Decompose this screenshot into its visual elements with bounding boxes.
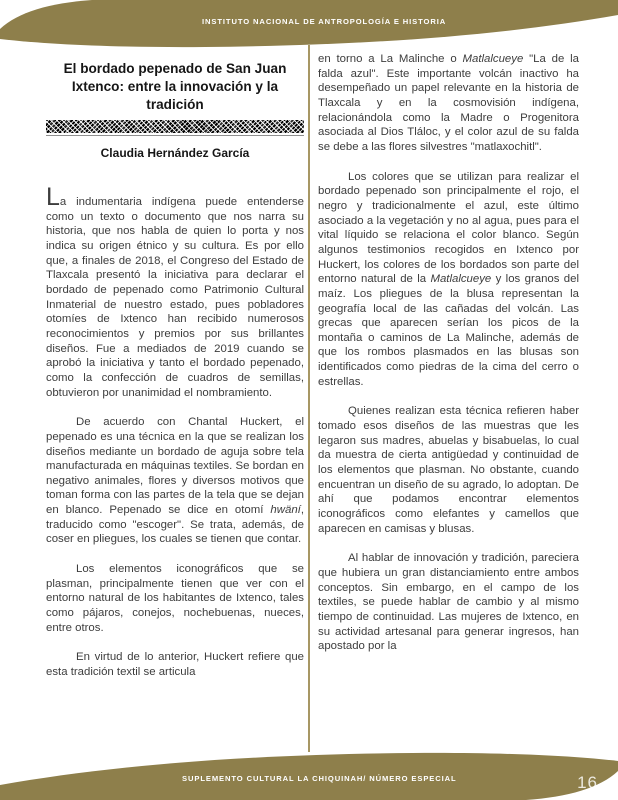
paragraph: en torno a La Malinche o Matlalcueye "La de la falda azul". Este importante volcán inactivo ha desempeñado un papel relevante en la historia de Tlaxcala y en la cosmovisión indígena, relacionándola como la Madre o Progenitora asociada al Dios Tláloc, y el color azul de su falda se debe a las flores silvestres "matlaxochitl".	[318, 53, 579, 153]
embroidery-decoration	[46, 120, 304, 136]
paragraph: En virtud de lo anterior, Huckert refiere que esta tradición textil se articula	[46, 651, 304, 679]
page-number: 16	[577, 773, 598, 792]
left-column-body	[46, 183, 304, 680]
paragraph: La indumentaria indígena puede entenderse como un texto o documento que nos narra su historia, que nos habla de quien lo porta y nos indica su origen étnico y su cultura. Es por ello que, a finales de 2018, el Congreso del Estado de Tlaxcala presentó la iniciativa para declarar el bordado de pepenado como Patrimonio Cultural Inmaterial de nuestro estado, pues pobladores otomíes de Ixtenco han recibido numerosos reconocimientos y premios por sus brillantes diseños. Fue a mediados de 2019 cuando se aprobó la iniciativa y tanto el bordado pepenado, como la confección de cuadros de semillas, obtuvieron por unanimidad el nombramiento.	[46, 183, 304, 399]
article-title: El bordado pepenado de San Juan Ixtenco: entre la innovación y la tradición	[63, 61, 287, 112]
article-author: Claudia Hernández García	[100, 146, 250, 160]
right-column	[318, 52, 579, 669]
paragraph: Al hablar de innovación y tradición, pareciera que hubiera un gran distanciamiento entre ambos conceptos. Sin embargo, en el campo de los textiles, se puede hablar de cambio y al mismo tiempo de continuidad. Las mujeres de Ixtenco, en su actividad artesanal para generar ingresos, han apostado por la	[318, 552, 579, 653]
right-column-body	[318, 52, 579, 654]
embroidery-pattern-strip	[46, 120, 304, 133]
column-divider-rule	[308, 45, 310, 752]
footer-supplement-label: SUPLEMENTO CULTURAL LA CHIQUINAH/ NÚMERO ESPECIAL	[182, 774, 457, 783]
paragraph: De acuerdo con Chantal Huckert, el pepenado es una técnica en la que se realizan los diseños mediante un bordado de aguja sobre tela manufacturada en máquinas textiles. Se bordan en negativo animales, flores y diversos motivos que toman forma con las partes de la tela que se dejan en blanco. Pepenado se dice en otomí hwäní, traducido como "escoger". Se trata, además, de coser en pliegues, los cuales se tienen que contar.	[46, 416, 304, 546]
decoration-underline	[46, 135, 304, 136]
paragraph: Los colores que se utilizan para realizar el bordado pepenado son principalmente el rojo, el negro y tradicionalmente el azul, este último asociado a la vegetación y no al agua, pues para el vital líquido se relaciona el color blanco. Según algunos testimonios recogidos en Ixtenco por Huckert, los colores de los bordados son parte del entorno natural de la Matlalcueye y los granos del maíz. Los pliegues de la blusa representan la geografía local de las cañadas del volcán. Las grecas que aparecen serían los picos de la montaña o caminos de La Malinche, además de que los rombos plasmados en las blusas son identificados como piedras de la cima del cerro o estrellas.	[318, 170, 579, 388]
paragraph: Los elementos iconográficos que se plasman, principalmente tienen que ver con el entorno natural de los habitantes de Ixtenco, tales como pájaros, conejos, nochebuenas, nueces, entre otros.	[46, 563, 304, 634]
header-institution-label: INSTITUTO NACIONAL DE ANTROPOLOGÍA E HISTORIA	[202, 17, 447, 26]
left-column	[46, 60, 304, 695]
paragraph: Quienes realizan esta técnica refieren haber tomado esos diseños de las muestras que les legaron sus madres, abuelas y bisabuelas, lo cual da muestra de cierta antigüedad y continuidad de los elementos que plasman. No obstante, cuando encuentran un diseño de su agrado, lo adoptan. De ahí que podamos encontrar elementos iconográficos como elefantes y camellos que aparecen en camisas y blusas.	[318, 405, 579, 535]
